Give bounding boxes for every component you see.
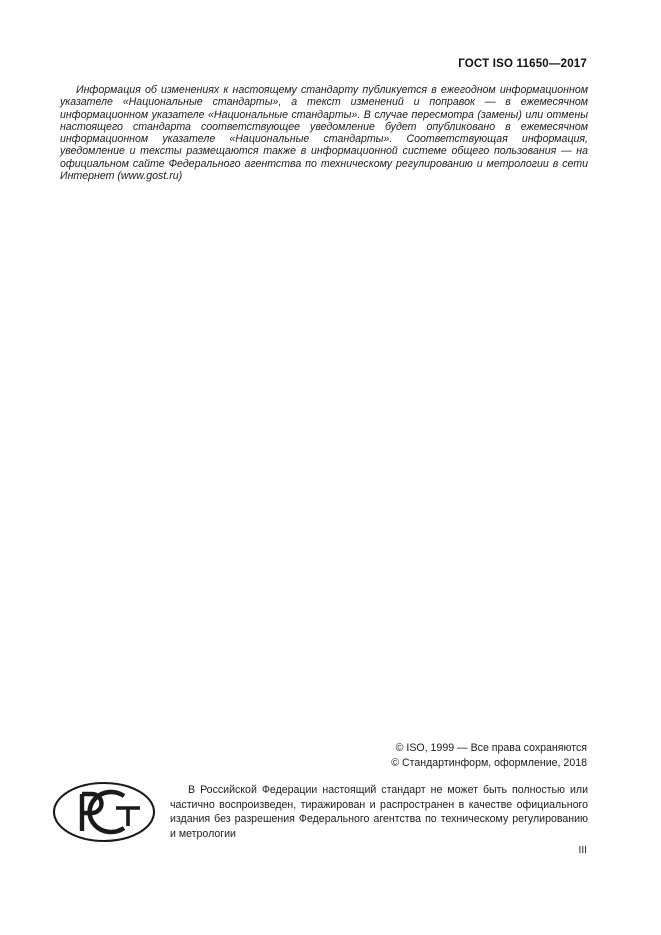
reproduction-statement-text: В Российской Федерации настоящий стандарт не может быть полностью или частично воспроизведен, тиражирован и распространен в качестве официального издания без разрешения Федерального агентства по техническому регулированию и метрологии [170, 784, 588, 840]
page-header-standard-reference: ГОСТ ISO 11650—2017 [458, 58, 587, 70]
copyright-line-iso: © ISO, 1999 — Все права сохраняются [395, 742, 587, 754]
rst-emblem-icon [52, 781, 156, 843]
page-number: III [578, 845, 587, 856]
rst-certification-emblem [52, 781, 156, 843]
amendment-notice-text: Информация об изменениях к настоящему стандарту публикуется в ежегодном информационном указателе «Национальные стандарты», а текст изменений и поправок — в ежемесячном информационном указателе «Национальные стандарты». В случае пересмотра (замены) или отмены настоящего стандарта соответствующее уведомление будет опубликовано в ежемесячном информационном указателе «Национальные стандарты». Соответствующая информация, уведомление и тексты размещаются также в информационной системе общего пользования — на официальном сайте Федерального агентства по техническому регулированию и метрологии в сети Интернет (www.gost.ru) [60, 84, 588, 183]
reproduction-statement-block [170, 783, 588, 841]
amendment-notice-paragraph [60, 84, 588, 182]
amendment-notice-block [60, 84, 588, 182]
copyright-block [300, 741, 587, 770]
reproduction-statement-paragraph [170, 783, 588, 841]
copyright-line-standartinform: © Стандартинформ, оформление, 2018 [391, 756, 587, 769]
